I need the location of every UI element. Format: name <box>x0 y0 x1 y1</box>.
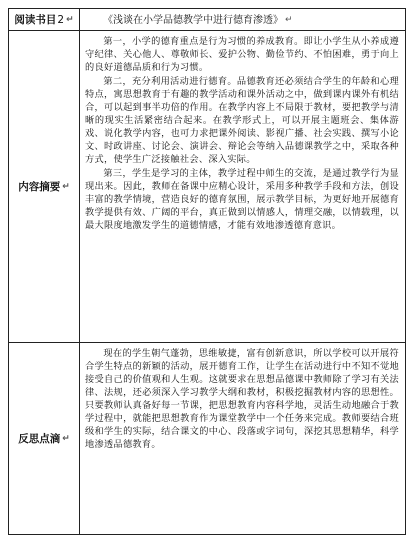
paragraph-mark-icon: ↵ <box>62 181 70 192</box>
summary-paragraph: 第二，充分利用活动进行德育。品德教育还必须结合学生的年龄和心理特点，寓思想教育于有趣的教学活动和课外活动之中，做到课内课外有机结合，可以起到事半功倍的作用。在教学内容上不局限于教材，要把教学与清晰的现实生活紧密结合起来。在教学形式上，可以开展主题班会、集体游戏、说化教学内容，也可力求把课外阅读、影视广播、社会实践、撰写小论文、时政讲座、讨论会、演讲会、辩论会等纳入品德课教学之中，采取各种方式，使学生广泛接触社会、深入实际。 <box>85 76 399 165</box>
book-label-cell <box>9 9 80 30</box>
summary-paragraph: 第三，学生是学习的主体，教学过程中师生的交流，是通过教学行为显现出来。因此，教师在备课中应精心设计，采用多种教学手段和方法，创设丰富的教学情境，营造良好的德育氛围，展示教学目标，为更好地开展德育教学提供有效、广阔的平台，真正做到以情感人，情理交融，以情载理，以最大限度地激发学生的道德情感，才能有效地渗透德育意识。 <box>85 168 399 231</box>
book-label-number: 2 <box>57 13 65 26</box>
reflection-row <box>9 343 405 534</box>
reflection-label: 反思点滴 <box>18 433 61 445</box>
paragraph-mark-icon: ↵ <box>62 433 70 444</box>
reading-record-table <box>8 8 406 535</box>
book-title-cell <box>79 9 405 30</box>
summary-label-cell <box>9 31 80 342</box>
summary-paragraph: 第一，小学的德育重点是行为习惯的养成教育。即让小学生从小养成遵守纪律、关心他人、尊敬师长、爱护公物、勤俭节约、不怕困难，勇于向上的良好道德品质和行为习惯。 <box>85 36 399 73</box>
reflection-paragraph: 现在的学生朝气蓬勃，思维敏捷，富有创新意识，所以学校可以开展符合学生特点的新颖的活动，展开德育工作，让学生在活动进行中不知不觉地接受自己的价值观和人生观。这就要求在思想品德课中教师除了学习有关法律、法规，还必须深入学习教学大纲和教材，积极挖掘教材内容的思想性。只要教师认真备好每一节课，把思想教育内容科学地，灵活生动地融合于教学过程中，就能把思想教育作为课堂教学中一个任务来完成。教师要结合班级和学生的实际，结合课文的中心、段落或字词句，深挖其思想精华，科学地渗透品德教育。 <box>85 348 399 450</box>
reflection-content-cell <box>79 343 405 534</box>
summary-label: 内容摘要 <box>18 181 61 193</box>
paragraph-mark-icon: ↵ <box>285 15 293 25</box>
summary-content-cell <box>79 31 405 342</box>
book-title: 《浅谈在小学品德教学中进行德育渗透》 <box>103 15 283 26</box>
reflection-label-cell <box>9 343 80 534</box>
summary-row <box>9 31 405 343</box>
paragraph-mark-icon: ↵ <box>66 14 74 25</box>
book-label: 阅读书目 <box>14 14 57 26</box>
book-title-row <box>9 9 405 31</box>
